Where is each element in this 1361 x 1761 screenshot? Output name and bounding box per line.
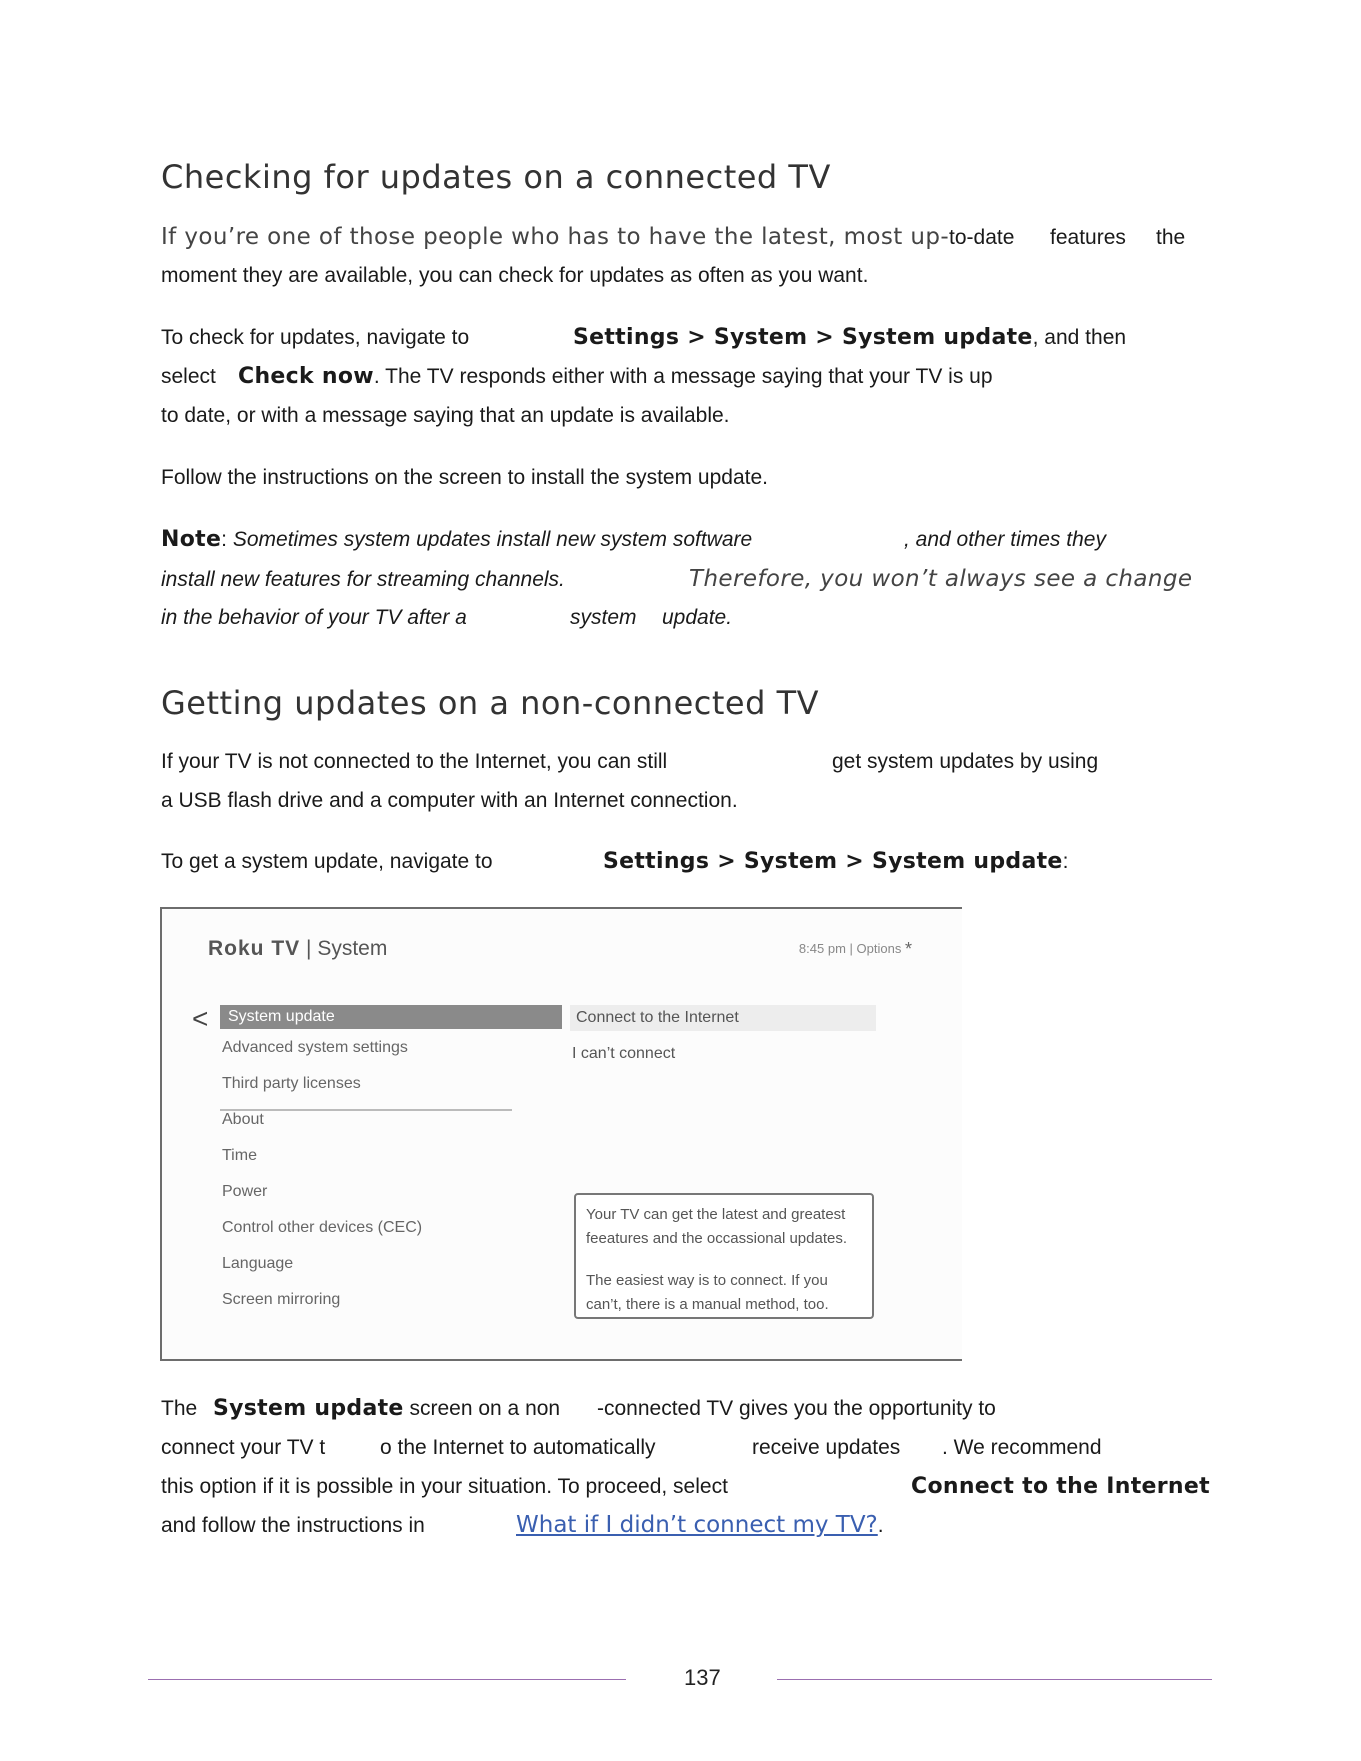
clock-time: 8:45 pm: [798, 940, 846, 956]
option-cant-connect[interactable]: I can’t connect: [572, 1045, 676, 1062]
note-label: Note: [161, 527, 222, 552]
menu-item-advanced-system-settings[interactable]: Advanced system settings: [222, 1039, 408, 1056]
closing-1a: The: [161, 1397, 198, 1420]
check-line-1-c: , and then: [1032, 326, 1127, 349]
header-section-title: System: [317, 937, 388, 960]
note-text-3b: system: [570, 606, 637, 629]
note-line-1: [161, 520, 752, 559]
getting-p2-a: To get a system update, navigate to: [161, 850, 493, 873]
getting-line-2: a USB flash drive and a computer with an Internet connection.: [161, 789, 738, 812]
menu-item-control-other-devices[interactable]: Control other devices (CEC): [222, 1219, 423, 1236]
note-text-3a: in the behavior of your TV after a: [161, 606, 467, 629]
closing-2d: . We recommend: [942, 1436, 1102, 1459]
note-text-1a: Sometimes system updates install new system software: [232, 528, 753, 551]
follow-line: Follow the instructions on the screen to install the system update.: [161, 466, 768, 489]
system-update-label: System update: [213, 1396, 404, 1421]
footer-rule-right: [777, 1679, 1212, 1680]
intro-text-a: If you’re one of those people who has to have the latest, most up-: [161, 224, 950, 250]
connect-to-internet-label: Connect to the Internet: [911, 1474, 1210, 1499]
back-arrow-icon[interactable]: <: [192, 1003, 209, 1034]
roku-system-screenshot: [160, 907, 962, 1361]
check-line-2-a: select: [161, 365, 216, 388]
check-line-1-a: To check for updates, navigate to: [161, 326, 470, 349]
check-line-2-rest: [238, 357, 993, 396]
section-heading-checking: Checking for updates on a connected TV: [161, 158, 831, 196]
closing-2a: connect your TV t: [161, 1436, 326, 1459]
menu-item-system-update[interactable]: System update: [220, 1005, 562, 1029]
menu-item-time[interactable]: Time: [222, 1147, 257, 1164]
header-separator: |: [306, 937, 312, 960]
getting-line-1a: If your TV is not connected to the Internet, you can still: [161, 750, 668, 773]
intro-line-2: moment they are available, you can check for updates as often as you want.: [161, 264, 869, 287]
note-text-2a: install new features for streaming channels.: [161, 568, 565, 591]
closing-4-link-wrap: [516, 1506, 884, 1545]
check-line-2-c: . The TV responds either with a message saying that your TV is up: [373, 365, 993, 388]
status-bar: [799, 939, 912, 960]
closing-1-rest: [213, 1389, 560, 1428]
section-heading-getting: Getting updates on a non-connected TV: [161, 684, 819, 722]
note-text-2b: Therefore, you won’t always see a change: [689, 566, 1193, 592]
getting-line-1b: get system updates by using: [832, 750, 1099, 773]
roku-logo: Roku TV: [208, 937, 301, 960]
nav-path-settings-system-update: Settings > System > System update: [573, 325, 1033, 350]
check-now-label: Check now: [238, 364, 374, 389]
closing-1d: -connected TV gives you the opportunity to: [597, 1397, 996, 1420]
footer-rule-left: [148, 1679, 626, 1680]
status-separator: |: [849, 940, 853, 956]
closing-4a: and follow the instructions in: [161, 1514, 425, 1537]
getting-p2-nav: [603, 842, 1068, 881]
check-line-1-nav: [573, 318, 1126, 357]
info-text-1: Your TV can get the latest and greatest feeatures and the occassional updates.: [586, 1206, 848, 1247]
menu-item-third-party-licenses[interactable]: Third party licenses: [222, 1075, 361, 1092]
intro-text-d: the: [1156, 226, 1186, 249]
note-text-1b: , and other times they: [904, 528, 1106, 551]
note-text-3c: update.: [662, 606, 733, 629]
info-text-2: The easiest way is to connect. If you can’t, there is a manual method, too.: [586, 1272, 829, 1313]
note-colon: :: [221, 528, 228, 551]
intro-text-c: features: [1050, 226, 1126, 249]
nav-path-system-update-2: Settings > System > System update: [603, 849, 1063, 874]
getting-p2-colon: :: [1062, 850, 1069, 873]
option-connect-to-internet[interactable]: Connect to the Internet: [570, 1005, 876, 1031]
options-star-icon: *: [904, 939, 912, 959]
intro-text-b: to-date: [949, 226, 1015, 249]
menu-item-about[interactable]: About: [222, 1111, 264, 1128]
check-line-3: to date, or with a message saying that an update is available.: [161, 404, 730, 427]
menu-item-power[interactable]: Power: [222, 1183, 268, 1200]
closing-2b: o the Internet to automatically: [380, 1436, 656, 1459]
menu-item-language[interactable]: Language: [222, 1255, 294, 1272]
closing-3a: this option if it is possible in your situation. To proceed, select: [161, 1475, 728, 1498]
options-label: Options: [856, 940, 902, 956]
closing-2c: receive updates: [752, 1436, 901, 1459]
link-what-if-i-didnt-connect[interactable]: What if I didn’t connect my TV?: [516, 1512, 878, 1538]
info-box: [574, 1193, 874, 1319]
page-number: 137: [684, 1665, 721, 1690]
roku-brand-header: [208, 937, 387, 961]
closing-4-period: .: [877, 1514, 884, 1537]
closing-1c: screen on a non: [409, 1397, 561, 1420]
menu-item-screen-mirroring[interactable]: Screen mirroring: [222, 1291, 341, 1308]
intro-line-1: [161, 218, 1014, 257]
